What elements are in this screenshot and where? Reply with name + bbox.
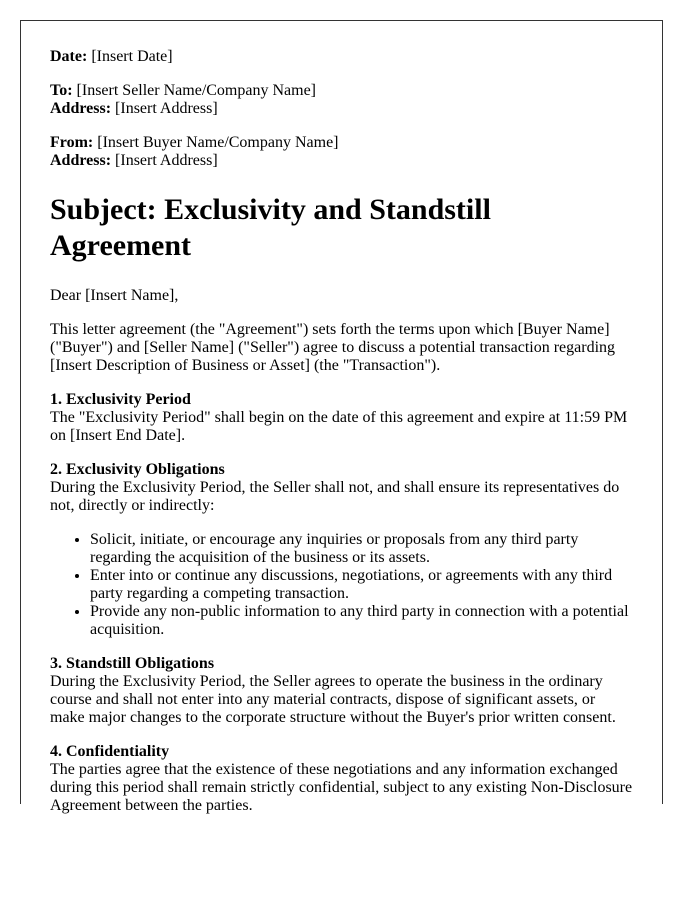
obligations-list — [50, 531, 633, 639]
letter-document — [20, 20, 663, 814]
section-confidentiality — [50, 743, 633, 815]
date-value: [Insert Date] — [91, 48, 173, 65]
recipient-address: [Insert Address] — [115, 100, 218, 117]
section-standstill-obligations — [50, 655, 633, 727]
section-title: 1. Exclusivity Period — [50, 391, 191, 408]
sender-block: From: [Insert Buyer Name/Company Name] Address: [Insert Address] — [50, 134, 339, 169]
section-title: 4. Confidentiality — [50, 743, 170, 760]
subject-heading: Subject: Exclusivity and Standstill Agreement — [50, 193, 491, 262]
section-exclusivity-obligations — [50, 461, 633, 639]
section-body: During the Exclusivity Period, the Seller shall not, and shall ensure its representatives do not, directly or indirectly: — [50, 479, 620, 514]
section-exclusivity-period — [50, 391, 633, 445]
section-title: 3. Standstill Obligations — [50, 655, 215, 672]
list-item: • Enter into or continue any discussions, negotiations, or agreements with any third party regarding a competing transaction. — [90, 567, 633, 603]
sender-address: [Insert Address] — [115, 152, 218, 169]
intro-paragraph: This letter agreement (the "Agreement") sets forth the terms upon which [Buyer Name] ("Buyer") and [Seller Name] ("Seller") agree to discuss a potential transaction regarding [Insert Description of Business or Asset] (the "Transaction"). — [50, 321, 616, 374]
recipient-block: To: [Insert Seller Name/Company Name] Address: [Insert Address] — [50, 82, 317, 117]
list-item: • Provide any non-public information to any third party in connection with a potential acquisition. — [90, 603, 633, 639]
sender-name: [Insert Buyer Name/Company Name] — [97, 134, 339, 151]
list-item: • Solicit, initiate, or encourage any inquiries or proposals from any third party regarding the acquisition of the business or its assets. — [90, 531, 633, 567]
section-body: The parties agree that the existence of these negotiations and any information exchanged during this period shall remain strictly confidential, subject to any existing Non-Disclosure Agreement between the parties. — [50, 761, 633, 814]
date-line: Date: [Insert Date] — [50, 48, 173, 65]
recipient-name: [Insert Seller Name/Company Name] — [76, 82, 317, 99]
section-title: 2. Exclusivity Obligations — [50, 461, 225, 478]
salutation: Dear [Insert Name], — [50, 287, 179, 304]
section-body: During the Exclusivity Period, the Seller agrees to operate the business in the ordinary course and shall not enter into any material contracts, dispose of significant assets, or make major changes to the corporate structure without the Buyer's prior written consent. — [50, 673, 616, 726]
section-body: The "Exclusivity Period" shall begin on the date of this agreement and expire at 11:59 PM on [Insert End Date]. — [50, 409, 628, 444]
